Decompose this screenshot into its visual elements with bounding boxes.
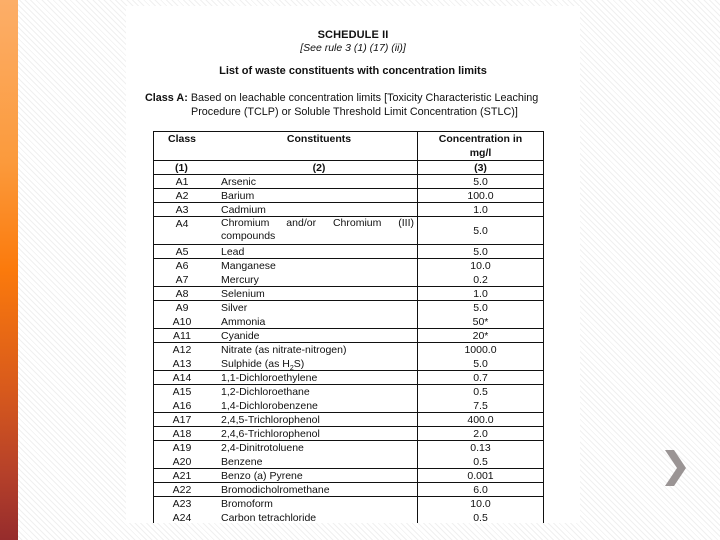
concentration-cell: 0.2: [473, 274, 488, 286]
table-row: [154, 203, 543, 217]
concentration-cell: 1000.0: [464, 344, 497, 356]
concentration-cell: 5.0: [473, 246, 488, 258]
constituent-cell: Mercury: [218, 273, 418, 286]
class-cell: A2: [175, 190, 189, 202]
constituent-cell: 1,4-Dichlorobenzene: [218, 399, 418, 412]
concentration-cell: 20*: [472, 330, 489, 342]
header-concentration-line2: mg/l: [469, 147, 492, 159]
constituent-cell: Bromodicholromethane: [218, 483, 418, 496]
table-row: [154, 469, 543, 483]
class-cell: A19: [172, 442, 192, 454]
class-cell: A23: [172, 498, 192, 510]
constituent-cell: Arsenic: [218, 175, 418, 188]
table-row: [154, 399, 543, 413]
constituent-cell: Cadmium: [218, 203, 418, 216]
concentration-cell: 100.0: [467, 190, 494, 202]
class-cell: A16: [172, 400, 192, 412]
concentration-cell: 5.0: [473, 225, 488, 237]
concentration-cell: 0.7: [473, 372, 488, 384]
concentration-cell: 2.0: [473, 428, 488, 440]
header-class: Class: [168, 133, 197, 145]
class-cell: A10: [172, 316, 192, 328]
class-cell: A12: [172, 344, 192, 356]
constituent-cell: Selenium: [218, 287, 418, 300]
table-row: [154, 483, 543, 497]
header-constituents: Constituents: [218, 132, 418, 160]
class-cell: A24: [172, 512, 192, 523]
concentration-cell: 1.0: [473, 288, 488, 300]
table-row: [154, 189, 543, 203]
class-cell: A18: [172, 428, 192, 440]
constituent-cell: Nitrate (as nitrate-nitrogen): [218, 343, 418, 357]
document-subtitle: List of waste constituents with concentration limits: [219, 65, 487, 77]
accent-bar: [0, 0, 18, 540]
table-row: [154, 259, 543, 273]
column-number-2: (2): [218, 161, 418, 174]
header-concentration: [418, 132, 543, 160]
table-row: [154, 455, 543, 469]
table-row: [154, 217, 543, 245]
class-cell: A15: [172, 386, 192, 398]
table-header-row: [154, 132, 543, 161]
table-row: [154, 441, 543, 455]
constituent-cell: 2,4,5-Trichlorophenol: [218, 413, 418, 426]
table-row: [154, 511, 543, 523]
rule-reference: [See rule 3 (1) (17) (ii)]: [300, 42, 406, 54]
schedule-title: SCHEDULE II: [317, 29, 389, 41]
concentration-cell: 7.5: [473, 400, 488, 412]
chevron-right-icon: [665, 450, 687, 486]
class-cell: A17: [172, 414, 192, 426]
concentration-cell: 0.5: [473, 386, 488, 398]
class-cell: A21: [172, 470, 192, 482]
concentration-cell: 5.0: [473, 302, 488, 314]
class-description-line1: Based on leachable concentration limits [Toxicity Characteristic Leaching: [190, 92, 539, 104]
constituent-cell: Ammonia: [218, 315, 418, 328]
table-row: [154, 497, 543, 511]
concentration-cell: 0.5: [473, 512, 488, 523]
column-number-3: (3): [474, 162, 487, 174]
concentration-cell: 10.0: [470, 498, 491, 510]
class-cell: A14: [172, 372, 192, 384]
constituent-cell: Chromium and/or Chromium (III) compounds: [218, 217, 418, 244]
column-number-row: [154, 161, 543, 175]
class-cell: A9: [175, 302, 189, 314]
constituent-cell: [218, 357, 418, 373]
class-label: Class A:: [145, 92, 188, 104]
concentration-cell: 5.0: [473, 176, 488, 188]
class-cell: A7: [175, 274, 189, 286]
constituent-text: Sulphide (as H: [221, 358, 290, 370]
table-row: [154, 427, 543, 441]
concentration-cell: 50*: [472, 316, 489, 328]
concentration-cell: 1.0: [473, 204, 488, 216]
class-cell: A6: [175, 260, 189, 272]
table-row: [154, 301, 543, 315]
table-row: [154, 357, 543, 371]
table-row: [154, 175, 543, 189]
concentration-cell: 10.0: [470, 260, 491, 272]
table-row: [154, 287, 543, 301]
concentration-cell: 400.0: [467, 414, 494, 426]
constituent-cell: Benzo (a) Pyrene: [218, 469, 418, 482]
class-cell: A3: [175, 204, 189, 216]
concentration-cell: 6.0: [473, 484, 488, 496]
class-cell: A5: [175, 246, 189, 258]
class-cell: A1: [175, 176, 189, 188]
table-row: [154, 385, 543, 399]
header-concentration-line1: Concentration in: [438, 133, 523, 145]
constituent-cell: Barium: [218, 189, 418, 202]
concentration-cell: 0.13: [470, 442, 491, 454]
class-cell: A11: [173, 330, 191, 342]
constituent-cell: 1,2-Dichloroethane: [218, 385, 418, 399]
table-row: [154, 273, 543, 287]
concentration-cell: 0.5: [473, 456, 488, 468]
constituent-cell: Silver: [218, 301, 418, 315]
table-row: [154, 245, 543, 259]
class-cell: A4: [175, 218, 189, 230]
document-image: [126, 6, 580, 523]
class-description-line2: Procedure (TCLP) or Soluble Threshold Limit Concentration (STLC)]: [191, 105, 518, 118]
subscript: 2: [289, 365, 294, 373]
constituent-cell: Cyanide: [218, 329, 418, 342]
table-row: [154, 371, 543, 385]
constituent-cell: Benzene: [218, 455, 418, 468]
next-slide-button[interactable]: [665, 450, 687, 486]
table-row: [154, 343, 543, 357]
concentration-cell: 5.0: [473, 358, 488, 370]
class-description: [145, 92, 575, 119]
table-row: [154, 413, 543, 427]
constituent-cell: 2,4-Dinitrotoluene: [218, 441, 418, 455]
class-cell: A20: [172, 456, 192, 468]
constituent-cell: 1,1-Dichloroethylene: [218, 371, 418, 384]
class-cell: A22: [172, 484, 192, 496]
constituent-cell: Lead: [218, 245, 418, 258]
class-cell: A8: [175, 288, 189, 300]
concentration-cell: 0.001: [467, 470, 494, 482]
table-row: [154, 329, 543, 343]
table-row: [154, 315, 543, 329]
constituent-cell: 2,4,6-Trichlorophenol: [218, 427, 418, 440]
constituent-text: S): [293, 358, 305, 370]
constituent-cell: Bromoform: [218, 497, 418, 511]
constituent-cell: Manganese: [218, 259, 418, 273]
column-number-1: (1): [175, 162, 188, 174]
constituent-cell: Carbon tetrachloride: [218, 511, 418, 523]
class-cell: A13: [172, 358, 192, 370]
constituents-table: [153, 131, 544, 523]
